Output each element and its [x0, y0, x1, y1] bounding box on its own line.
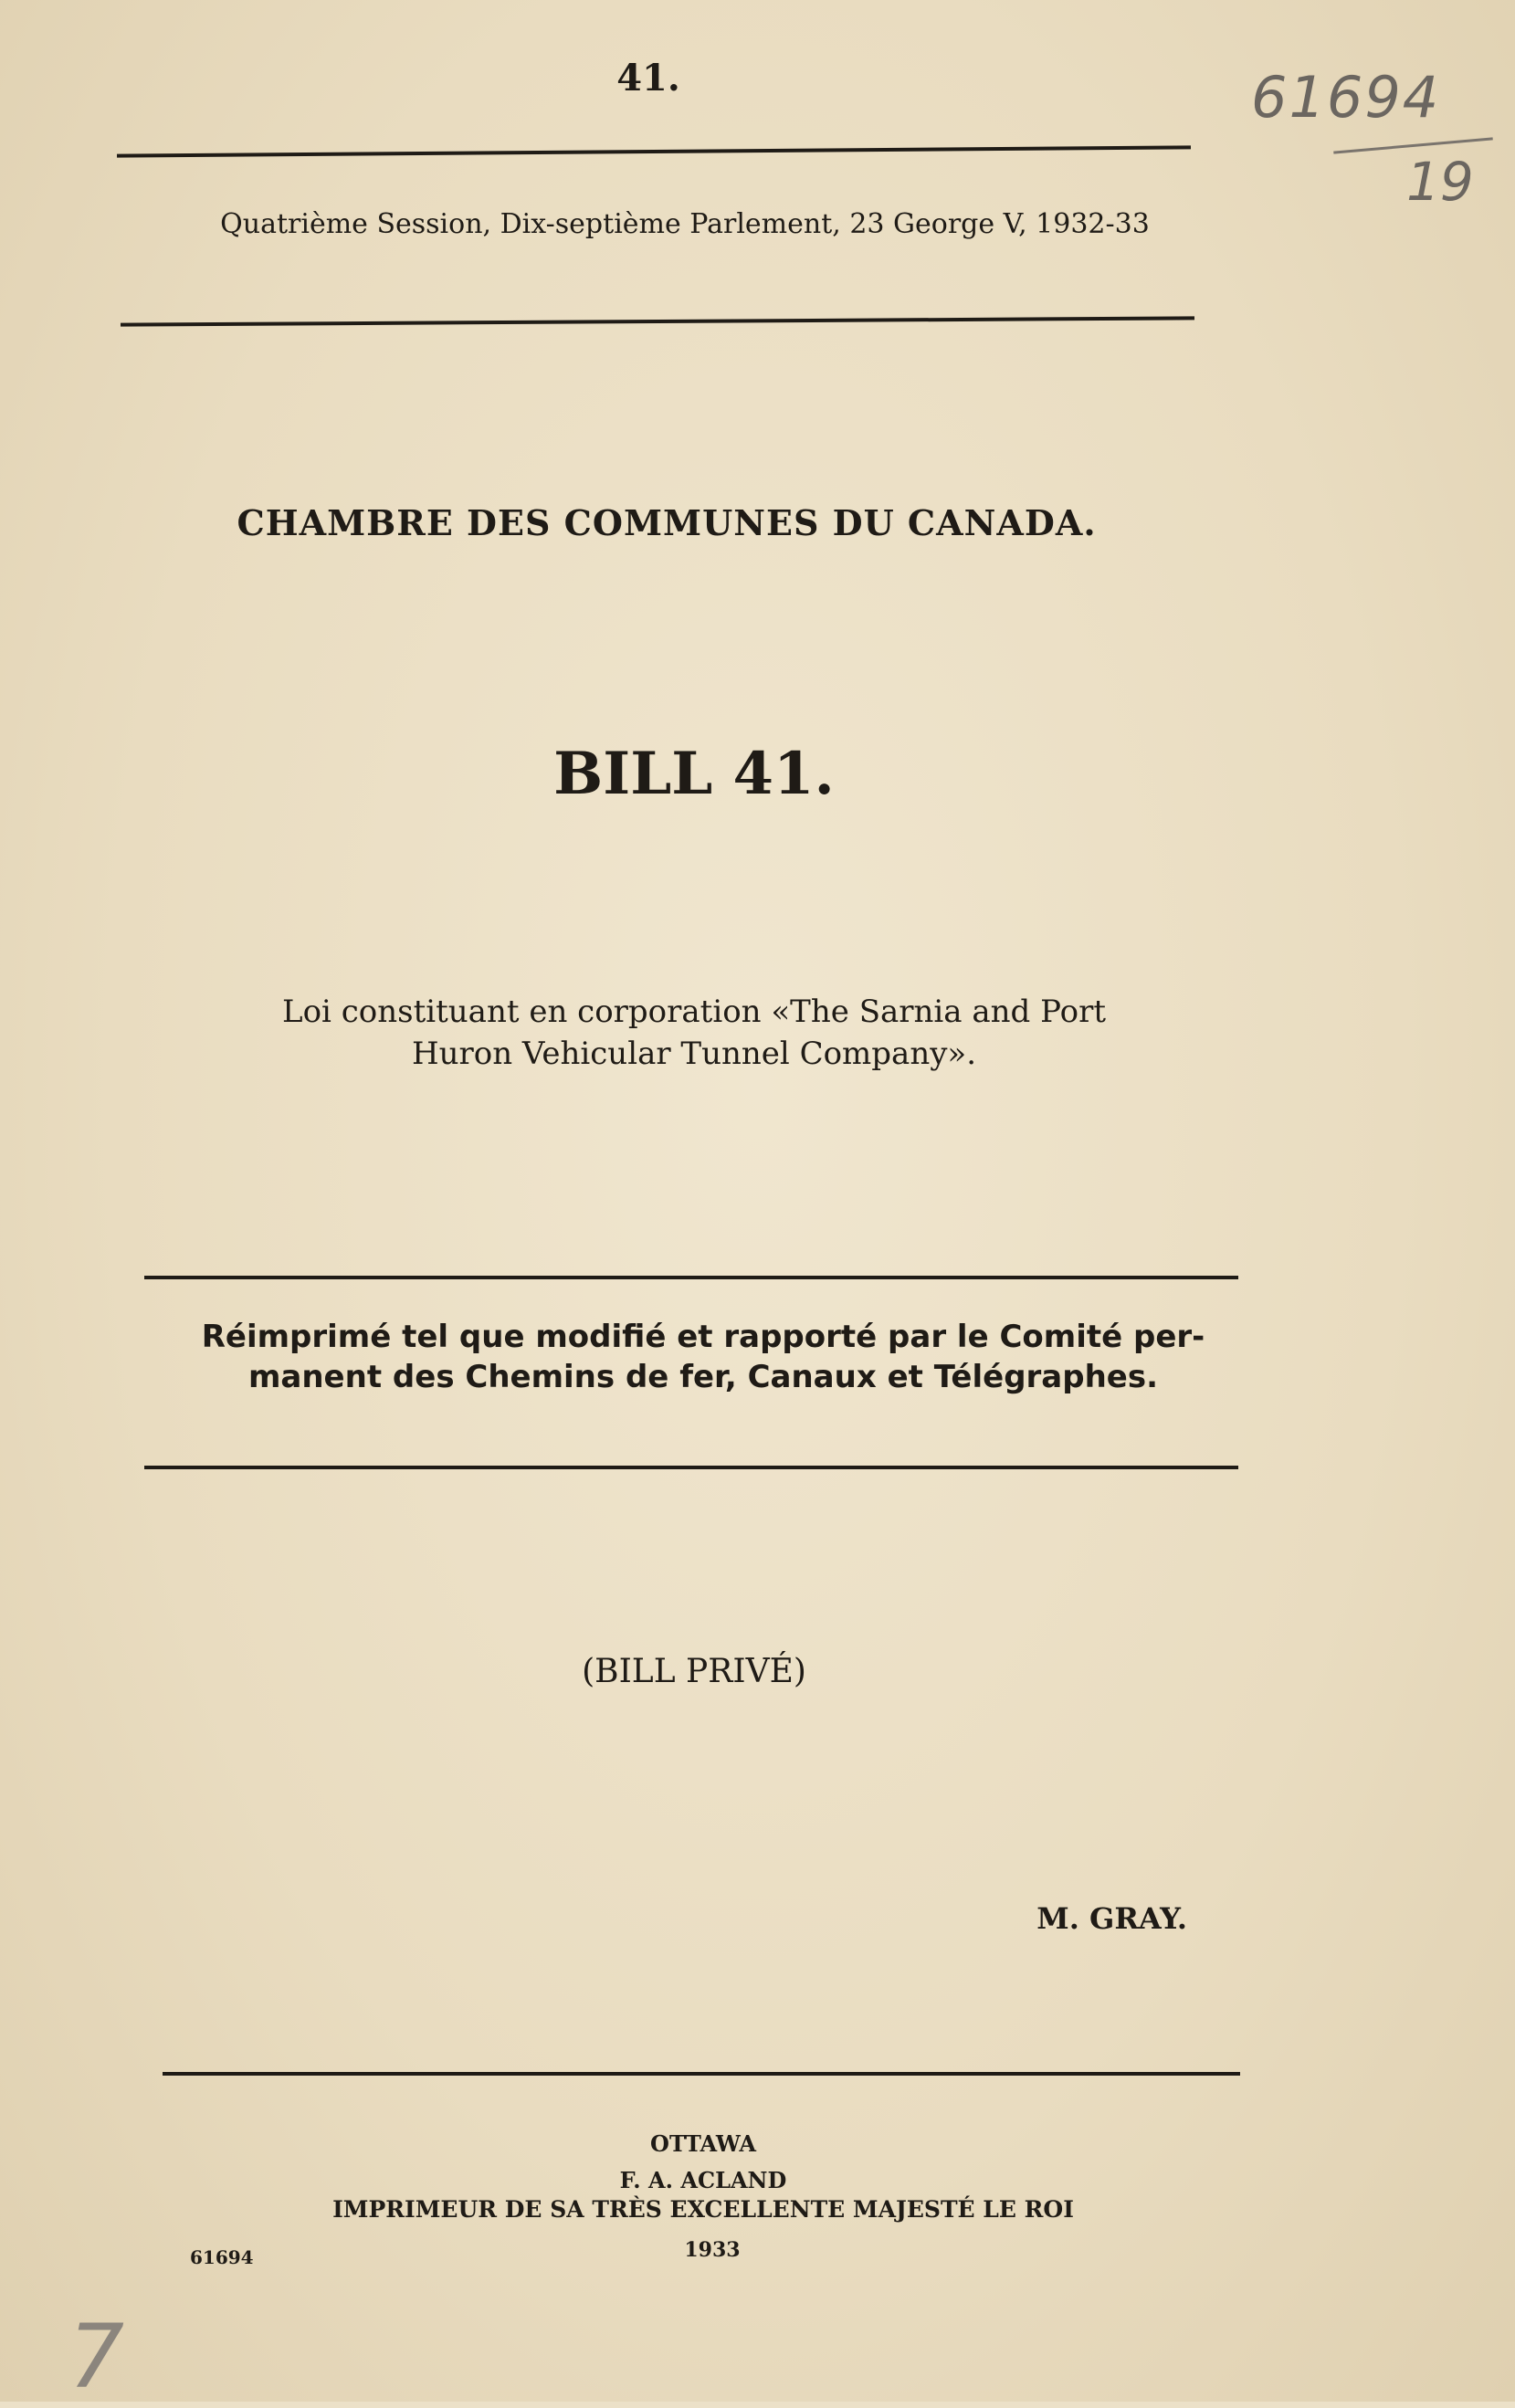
- act-title-line-1: Loi constituant en corporation «The Sarnia and Port: [282, 994, 1106, 1030]
- reprint-notice: [146, 1317, 1260, 1397]
- bill-number: 41.: [616, 57, 680, 100]
- handwritten-sub-number: 19: [1406, 151, 1474, 213]
- handwritten-number: 61694: [1251, 64, 1441, 131]
- session-rule: [121, 316, 1194, 326]
- session-line: Quatrième Session, Dix-septième Parlement, 23 George V, 1932-33: [220, 208, 1150, 240]
- house-heading: CHAMBRE DES COMMUNES DU CANADA.: [237, 502, 1097, 543]
- footer-rule: [163, 2072, 1240, 2076]
- top-rule: [117, 145, 1191, 157]
- printer-name: F. A. ACLAND: [619, 2167, 787, 2193]
- printer-city: OTTAWA: [650, 2130, 756, 2157]
- reprint-bottom-rule: [144, 1466, 1238, 1469]
- private-bill-label: (BILL PRIVÉ): [582, 1653, 806, 1690]
- printer-title: IMPRIMEUR DE SA TRÈS EXCELLENTE MAJESTÉ LE ROI: [332, 2196, 1074, 2223]
- print-year: 1933: [684, 2238, 741, 2262]
- document-code: 61694: [190, 2246, 254, 2268]
- reprint-line-1: Réimprimé tel que modifié et rapporté par le Comité per-: [201, 1319, 1205, 1355]
- bill-title: BILL 41.: [553, 740, 835, 808]
- handwritten-mark: 7: [68, 2306, 125, 2408]
- act-title-line-2: Huron Vehicular Tunnel Company».: [411, 1036, 977, 1072]
- sponsor-name: M. GRAY.: [1036, 1901, 1187, 1936]
- reprint-line-2: manent des Chemins de fer, Canaux et Télégraphes.: [247, 1359, 1158, 1395]
- reprint-top-rule: [144, 1276, 1238, 1279]
- act-title: [183, 991, 1205, 1075]
